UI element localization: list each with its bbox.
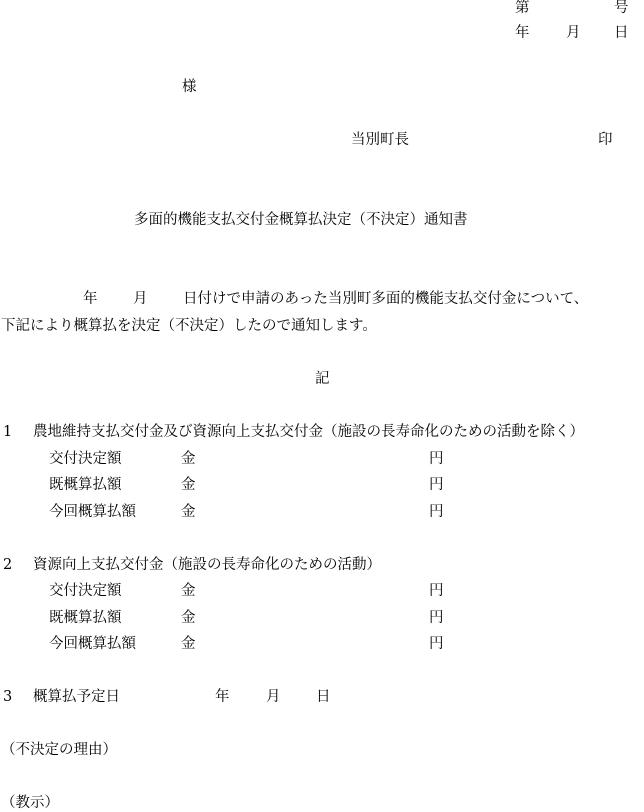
- reason-heading: （不決定の理由）: [1, 742, 117, 758]
- section-1-row-prefix: 金: [181, 477, 196, 493]
- body-month-label: 月: [133, 291, 148, 307]
- section-2-row-label: 交付決定額: [49, 583, 122, 599]
- issuer-name: 当別町長: [351, 132, 409, 148]
- date-year-label: 年: [515, 25, 530, 41]
- addressee-honorific: 様: [182, 79, 197, 95]
- body-year-label: 年: [83, 291, 98, 307]
- section-1-row-label: 今回概算払額: [49, 504, 136, 520]
- body-line-2: 下記により概算払を決定（不決定）したので通知します。: [1, 318, 377, 334]
- date-day-label: 日: [614, 25, 629, 41]
- section-3-label: 概算払予定日: [33, 689, 120, 705]
- ki-heading: 記: [315, 371, 330, 387]
- section-1-row-unit: 円: [429, 504, 444, 520]
- section-3-month: 月: [266, 689, 281, 705]
- section-2-row-prefix: 金: [181, 636, 196, 652]
- section-3-day: 日: [316, 689, 331, 705]
- section-1-number: 1: [3, 424, 13, 440]
- body-line-1: 日付けで申請のあった当別町多面的機能支払交付金について、: [183, 291, 589, 307]
- section-1-row-prefix: 金: [181, 504, 196, 520]
- document-number-prefix: 第: [515, 0, 530, 16]
- section-2-row-label: 今回概算払額: [49, 636, 136, 652]
- section-1-row-prefix: 金: [181, 451, 196, 467]
- instruction-heading: （教示）: [1, 795, 59, 811]
- section-2-row-unit: 円: [429, 610, 444, 626]
- section-3-year: 年: [215, 689, 230, 705]
- document-number-suffix: 号: [614, 0, 629, 16]
- section-2-row-prefix: 金: [181, 610, 196, 626]
- section-1-row-unit: 円: [429, 451, 444, 467]
- seal-mark: 印: [598, 132, 613, 148]
- section-2-row-unit: 円: [429, 636, 444, 652]
- section-3-number: 3: [3, 689, 13, 705]
- date-month-label: 月: [566, 25, 581, 41]
- section-1-row-label: 既概算払額: [49, 477, 122, 493]
- section-1-row-label: 交付決定額: [49, 451, 122, 467]
- section-2-row-unit: 円: [429, 583, 444, 599]
- section-2-row-prefix: 金: [181, 583, 196, 599]
- section-2-number: 2: [3, 557, 13, 573]
- section-2-title: 資源向上支払交付金（施設の長寿命化のための活動）: [33, 557, 381, 573]
- document-title: 多面的機能支払交付金概算払決定（不決定）通知書: [134, 212, 468, 228]
- section-1-row-unit: 円: [429, 477, 444, 493]
- section-1-title: 農地維持支払交付金及び資源向上支払交付金（施設の長寿命化のための活動を除く）: [33, 424, 584, 440]
- section-2-row-label: 既概算払額: [49, 610, 122, 626]
